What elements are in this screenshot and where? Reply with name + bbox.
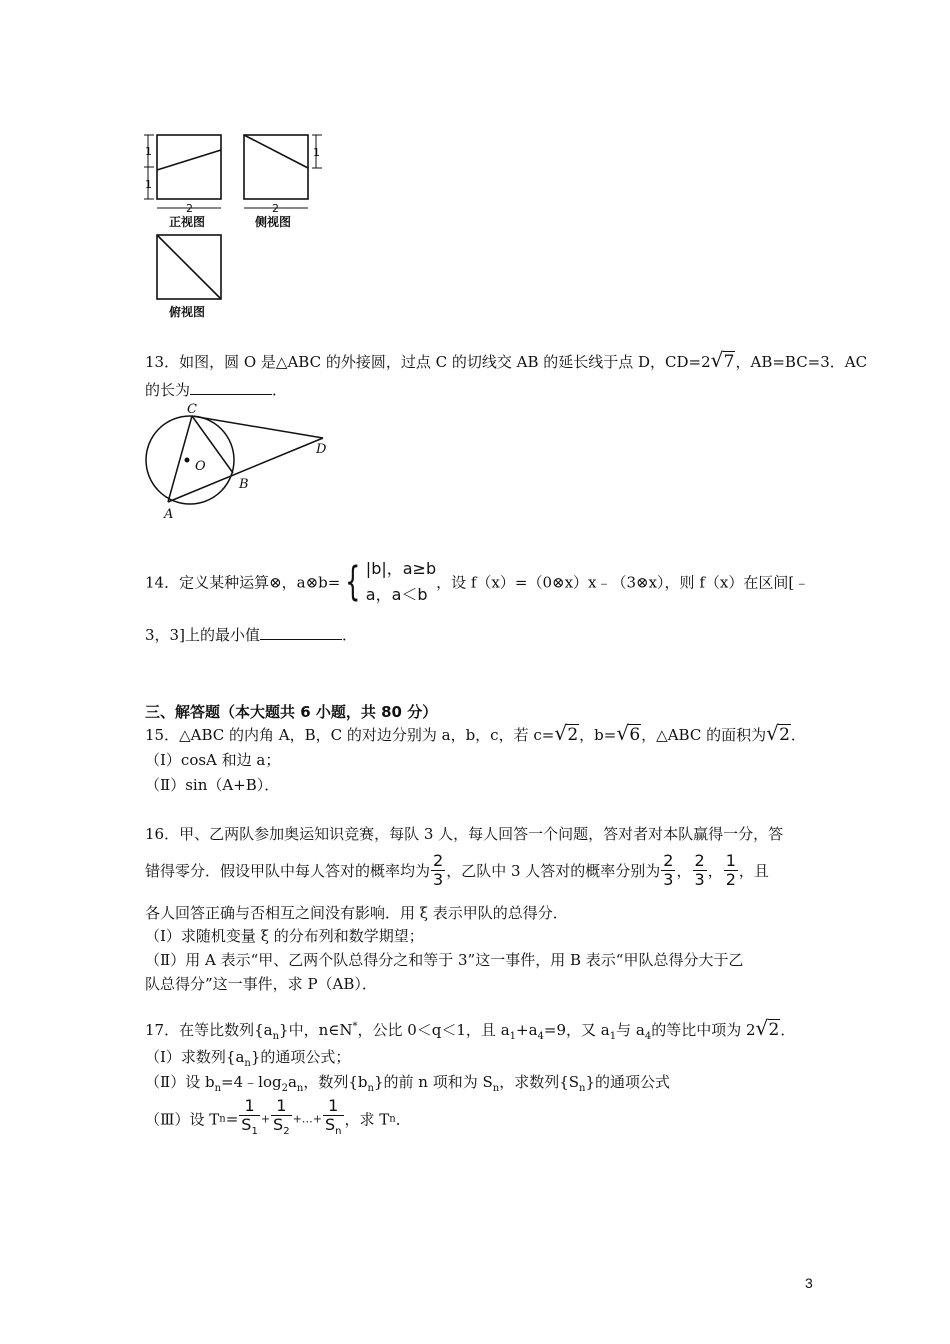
q16-line1: 16．甲、乙两队参加奥运知识竞赛，每队 3 人，每人回答一个问题，答对者对本队赢得一分，答 <box>145 825 784 843</box>
left-brace: { <box>345 559 361 605</box>
answer-blank <box>190 380 272 395</box>
dim-label: 2 <box>186 202 193 215</box>
tangent-line-cd <box>192 416 323 438</box>
section-heading: 三、解答题（本大题共 6 小题，共 80 分） <box>145 703 438 721</box>
side-view-square <box>244 135 308 199</box>
q14-line2: 3，3]上的最小值 ． <box>145 626 357 644</box>
q13-line1: 13．如图，圆 O 是△ABC 的外接圆，过点 C 的切线交 AB 的延长线于点 D，CD=2√ 7，AB=BC=3．AC <box>145 351 867 372</box>
label-a: A <box>164 507 174 522</box>
q13-line2: 的长为 ． <box>145 381 288 399</box>
dim-label: 1 <box>145 145 152 158</box>
sqrt: √ 2 <box>756 1020 781 1040</box>
q15-part2: （Ⅱ）sin（A+B）． <box>145 776 280 794</box>
fraction: $\frac{1}{2}$ <box>725 851 736 889</box>
q17-line1: 17．在等比数列$\{a_n\}$中，n∈N*，公比 0＜q＜1，且 $a_1+a_4=9$，又 $a_1$与 $a_4$的等比中项为 2√ 2． <box>145 1019 795 1042</box>
sqrt: √ 7 <box>711 352 736 372</box>
circle-tangent-figure <box>140 398 340 523</box>
q16-part1: （Ⅰ）求随机变量 ξ 的分布列和数学期望； <box>145 927 424 945</box>
sqrt: √ 2 <box>554 725 579 745</box>
fraction: $\frac{1}{S_1}$ <box>241 1096 258 1138</box>
fraction: $\frac{1}{S_2}$ <box>273 1096 290 1138</box>
q15-line1: 15．△ABC 的内角 A，B，C 的对边分别为 a，b，c，若 c=√ 2，b=√ 6，△ABC 的面积为√ 2． <box>145 724 806 745</box>
sqrt: √ 6 <box>616 725 641 745</box>
top-view-diagonal <box>157 235 221 299</box>
q17-part1: （Ⅰ）求数列$\{a_n\}$的通项公式； <box>145 1048 351 1069</box>
q16-part2a: （Ⅱ）用 A 表示“甲、乙两个队总得分之和等于 3”这一事件，用 B 表示“甲队总得分大于乙 <box>145 951 744 969</box>
side-view-diagonal <box>244 135 308 168</box>
front-view-label: 正视图 <box>169 215 206 229</box>
sqrt: √ 2 <box>766 725 791 745</box>
label-c: C <box>187 402 197 417</box>
q17-part3: （Ⅲ）设 Tn= $\frac{1}{S_1}$ + $\frac{1}{S_2}$ +…+ $\frac{1}{S_n}$ ，求 Tn． <box>145 1097 411 1141</box>
q16-line2: 错得零分．假设甲队中每人答对的概率均为 $\frac{2}{3}$ ，乙队中 3 人答对的概率分别为 $\frac{2}{3}$ ， $\frac{2}{3}$ ， $\frac{1}{2}$ ，且 <box>145 851 769 889</box>
fraction: $\frac{2}{3}$ <box>433 851 444 889</box>
answer-blank <box>260 625 342 640</box>
piecewise-cases: |b|，a≥b a，a＜b <box>365 559 437 604</box>
q14-line1: 14．定义某种运算⊗，a⊗b= { |b|，a≥b a，a＜b ，设 f（x）=（0⊗x）x﹣（3⊗x），则 f（x）在区间[﹣ <box>145 556 809 608</box>
q16-part2b: 队总得分”这一事件，求 P（AB）． <box>145 975 377 993</box>
center-point <box>185 458 190 463</box>
label-o: O <box>195 459 206 474</box>
label-d: D <box>316 442 327 457</box>
three-view-figure <box>140 128 340 328</box>
dim-label: 1 <box>313 146 320 159</box>
side-view-label: 侧视图 <box>255 215 292 229</box>
fraction: $\frac{1}{S_n}$ <box>325 1096 342 1138</box>
q16-line3: 各人回答正确与否相互之间没有影响．用 ξ 表示甲队的总得分． <box>145 904 568 922</box>
line-ad <box>168 438 323 502</box>
q17-part2: （Ⅱ）设 $b_n=4﹣\log_2a_n$，数列$\{b_n\}$的前 n 项和为 $S_n$，求数列$\{S_n\}$的通项公式 <box>145 1073 671 1094</box>
dim-label: 1 <box>145 178 152 191</box>
fraction: $\frac{2}{3}$ <box>663 851 674 889</box>
fraction: $\frac{2}{3}$ <box>694 851 705 889</box>
front-view-diagonal <box>157 150 221 170</box>
label-b: B <box>239 477 249 492</box>
top-view-label: 俯视图 <box>169 305 206 319</box>
circumcircle <box>146 416 234 504</box>
dim-label: 2 <box>272 202 279 215</box>
page-number: 3 <box>805 1275 813 1291</box>
q15-part1: （Ⅰ）cosA 和边 a； <box>145 751 281 769</box>
